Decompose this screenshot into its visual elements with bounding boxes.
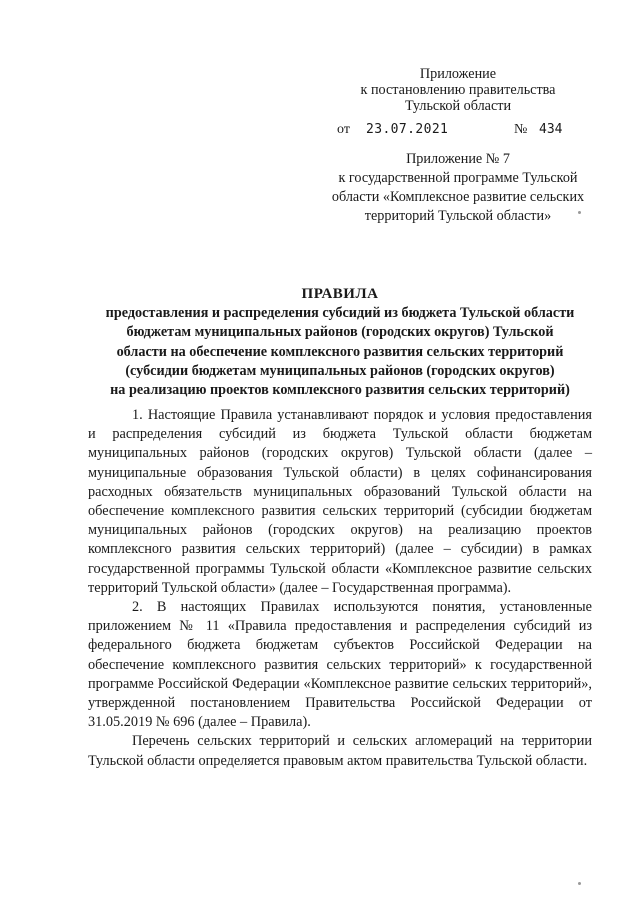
- appendix-line: к постановлению правительства: [360, 82, 556, 98]
- appendix7-line: к государственной программе Тульской: [338, 170, 578, 186]
- appendix-line: Тульской области: [404, 98, 512, 114]
- paragraph: Перечень сельских территорий и сельских агломераций на территории Тульской области определяется правовым актом правительства Тульской области.: [88, 733, 592, 769]
- appendix-header: [343, 66, 573, 114]
- subtitle-line: (субсидии бюджетам муниципальных районов (городских округов): [125, 362, 555, 379]
- date-prefix: от: [337, 122, 350, 137]
- subtitle-line: предоставления и распределения субсидий из бюджета Тульской области: [105, 305, 575, 321]
- document-subtitle: [70, 304, 610, 400]
- subtitle-line: области на обеспечение комплексного развития сельских территорий: [116, 343, 564, 360]
- appendix7-line: области «Комплексное развитие сельских: [331, 189, 585, 205]
- resolution-date: 23.07.2021: [366, 122, 449, 137]
- appendix7-line: территорий Тульской области»: [364, 208, 552, 224]
- appendix7-line: Приложение № 7: [406, 151, 510, 167]
- appendix7-header: [308, 150, 608, 226]
- scan-speck: [578, 882, 581, 885]
- resolution-number: 434: [539, 122, 563, 137]
- appendix-line: Приложение: [419, 66, 497, 82]
- scan-speck: [578, 211, 581, 214]
- subtitle-line: на реализацию проектов комплексного развития сельских территорий): [110, 382, 570, 399]
- document-title: ПРАВИЛА: [301, 286, 379, 302]
- paragraph: 2. В настоящих Правилах используются понятия, установленные приложением № 11 «Правила предоставления и распределения субсидий из федерального бюджета бюджетам субъектов Российской Федерации на обеспечение комплексного развития сельских территорий» к государственной программе Российской Федерации «Комплексное развитие сельских территорий», утвержденной постановлением Правительства Российской Федерации от 31.05.2019 № 696 (далее – Правила).: [88, 599, 592, 731]
- subtitle-line: бюджетам муниципальных районов (городских округов) Тульской: [126, 324, 554, 341]
- number-sign: №: [514, 122, 528, 137]
- paragraph: 1. Настоящие Правила устанавливают порядок и условия предоставления и распределения субсидий из бюджета Тульской области бюджетам муниципальных районов (городских округов) Тульской области (далее – муниципальные образования Тульской области) в целях софинансирования расходных обязательств муниципальных образований Тульской области на обеспечение комплексного развития сельских территорий (субсидии бюджетам муниципальных районов (городских округов) на реализацию проектов комплексного развития сельских территорий) (далее – субсидии) в рамках государственной программы Тульской области «Комплексное развитие сельских территорий Тульской области» (далее – Государственная программа).: [88, 407, 592, 596]
- resolution-number-line: [0, 122, 640, 140]
- document-body: [88, 406, 592, 771]
